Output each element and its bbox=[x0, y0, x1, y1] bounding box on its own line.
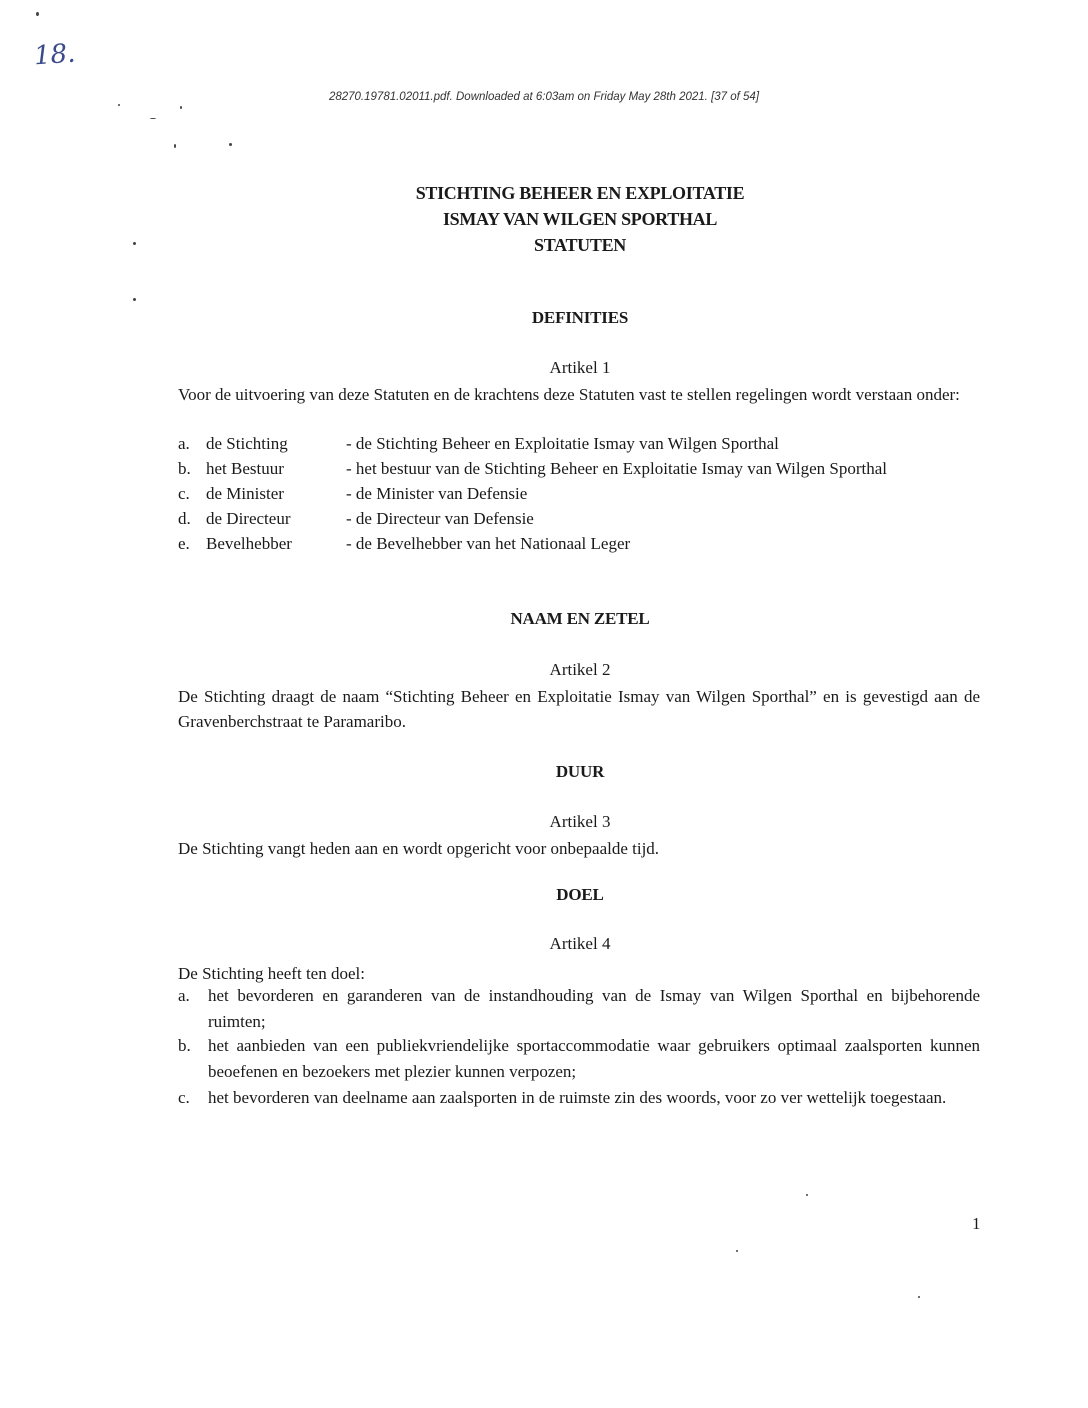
scan-speck bbox=[180, 106, 182, 109]
artikel-1-intro: Voor de uitvoering van deze Statuten en de krachtens deze Statuten vast te stellen regelingen wordt verstaan onder: bbox=[178, 385, 960, 404]
artikel-4-heading: Artikel 4 bbox=[549, 934, 611, 953]
scan-speck bbox=[150, 118, 156, 119]
section-heading-definities: DEFINITIES bbox=[531, 308, 629, 327]
artikel-3-heading: Artikel 3 bbox=[549, 812, 611, 831]
artikel-2-heading: Artikel 2 bbox=[549, 660, 611, 679]
list-item-label: c. bbox=[178, 1088, 190, 1107]
title-line-1: STICHTING BEHEER EN EXPLOITATIE bbox=[415, 183, 745, 203]
definition-term: het Bestuur bbox=[206, 459, 284, 478]
list-item-text: het bevorderen en garanderen van de instandhouding van de Ismay van Wilgen Sporthal en bijbehorende ruimten; bbox=[208, 986, 980, 1031]
list-item-label: b. bbox=[178, 1036, 191, 1055]
scan-speck bbox=[736, 1250, 738, 1252]
artikel-3-text: De Stichting vangt heden aan en wordt opgericht voor onbepaalde tijd. bbox=[178, 839, 660, 858]
title-line-3: STATUTEN bbox=[534, 235, 626, 255]
title-line-2: ISMAY VAN WILGEN SPORTHAL bbox=[442, 209, 718, 229]
list-item bbox=[178, 1033, 980, 1085]
page-number: 1 bbox=[972, 1214, 981, 1233]
list-item bbox=[178, 1085, 980, 1111]
list-item-text: het bevorderen van deelname aan zaalsporten in de ruimste zin des woords, voor zo ver wettelijk toegestaan. bbox=[208, 1088, 947, 1107]
definition-term: de Minister bbox=[206, 484, 284, 503]
scan-speck bbox=[36, 12, 39, 16]
list-item-text: het aanbieden van een publiekvriendelijke sportaccommodatie waar gebruikers optimaal zaalsporten kunnen beoefenen en bezoekers met plezier kunnen verpozen; bbox=[208, 1036, 980, 1081]
handwritten-page-mark: 18. bbox=[33, 38, 77, 72]
definition-description: - de Stichting Beheer en Exploitatie Ismay van Wilgen Sporthal bbox=[346, 434, 779, 453]
scan-speck bbox=[174, 144, 176, 148]
definition-label: a. bbox=[178, 434, 190, 453]
list-item bbox=[178, 983, 980, 1035]
download-header: 28270.19781.02011.pdf. Downloaded at 6:03am on Friday May 28th 2021. [37 of 54] bbox=[328, 91, 760, 103]
artikel-1-heading: Artikel 1 bbox=[549, 358, 611, 377]
artikel-4-intro: De Stichting heeft ten doel: bbox=[178, 964, 365, 983]
definition-description: - de Bevelhebber van het Nationaal Leger bbox=[346, 534, 631, 553]
definition-label: b. bbox=[178, 459, 191, 478]
scan-speck bbox=[229, 143, 232, 146]
artikel-2-text: De Stichting draagt de naam “Stichting Beheer en Exploitatie Ismay van Wilgen Sporthal” en is gevestigd aan de Gravenberchstraat te Paramaribo. bbox=[178, 687, 980, 731]
scan-speck bbox=[118, 104, 120, 106]
definition-label: c. bbox=[178, 484, 190, 503]
section-heading-doel: DOEL bbox=[556, 885, 604, 904]
definition-description: - het bestuur van de Stichting Beheer en Exploitatie Ismay van Wilgen Sporthal bbox=[346, 459, 887, 478]
definition-label: e. bbox=[178, 534, 190, 553]
section-heading-duur: DUUR bbox=[555, 762, 605, 781]
list-item-label: a. bbox=[178, 986, 190, 1005]
scan-speck bbox=[133, 298, 136, 301]
definition-term: de Directeur bbox=[206, 509, 291, 528]
definition-term: de Stichting bbox=[206, 434, 288, 453]
definition-description: - de Directeur van Defensie bbox=[346, 509, 534, 528]
definition-label: d. bbox=[178, 509, 191, 528]
document-title bbox=[0, 180, 1088, 258]
scan-speck bbox=[918, 1296, 920, 1298]
definition-description: - de Minister van Defensie bbox=[346, 484, 528, 503]
section-heading-naam-en-zetel: NAAM EN ZETEL bbox=[510, 609, 650, 628]
scan-speck bbox=[806, 1194, 808, 1196]
definition-term: Bevelhebber bbox=[206, 534, 292, 553]
